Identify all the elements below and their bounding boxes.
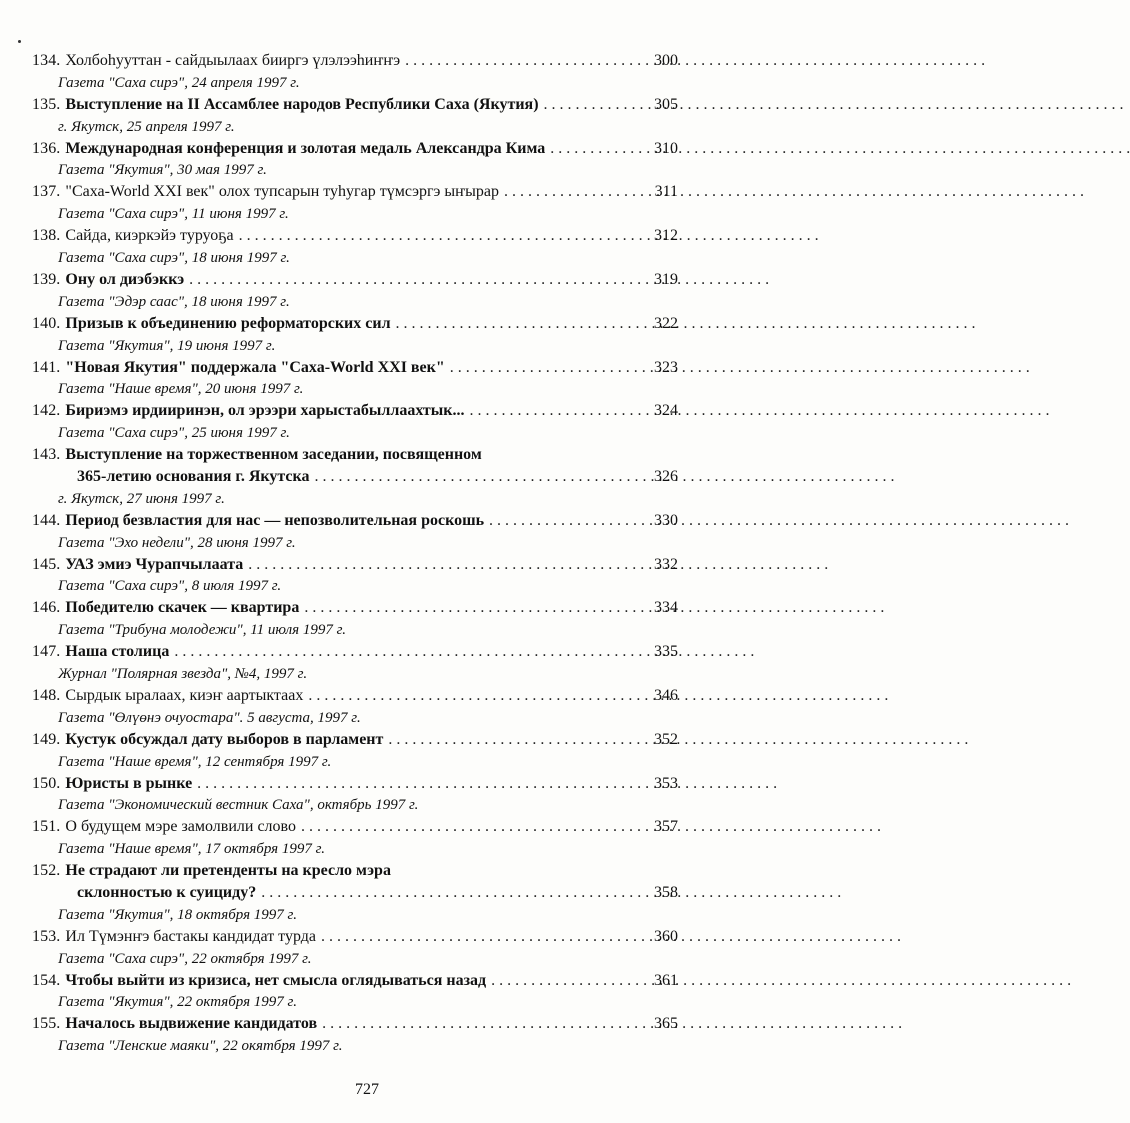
entry-title: Бириэмэ ирдииринэн, ол эрээри харыстабыллаахтык... [65, 402, 465, 420]
entry-page: 361 [654, 971, 678, 989]
entry-page: 310 [654, 139, 678, 157]
entry-page: 346 [654, 686, 678, 704]
entry-number: 150. [32, 774, 61, 792]
dot-leader [491, 970, 651, 992]
entry-page: 334 [654, 599, 678, 617]
entry-title: Ил Түмэнҥэ бастакы кандидат турда [65, 927, 316, 945]
entry-source: Газета "Якутия", 22 октября 1997 г. [58, 994, 297, 1011]
dot-leader [550, 138, 651, 160]
toc-entry [32, 926, 678, 970]
entry-source: Газета "Наше время", 12 сентября 1997 г. [58, 753, 332, 770]
dot-leader [315, 466, 651, 488]
entry-number: 136. [32, 139, 61, 157]
dot-leader [489, 510, 651, 532]
toc-entry [32, 181, 678, 225]
entry-number: 149. [32, 730, 61, 748]
toc-entry-line [32, 466, 678, 488]
entry-number: 147. [32, 643, 61, 661]
toc-entry-line [32, 882, 678, 904]
dot-leader [322, 1013, 651, 1035]
toc-entry-line [32, 729, 678, 751]
toc-entry-line [32, 926, 678, 948]
entry-number: 145. [32, 555, 61, 573]
toc-entry [32, 685, 678, 729]
entry-number: 144. [32, 511, 61, 529]
toc-entry [32, 50, 678, 94]
entry-source: Газета "Трибуна молодежи", 11 июля 1997 г. [58, 622, 346, 639]
toc-entry [32, 729, 678, 773]
entry-title: Наша столица [65, 643, 170, 661]
entry-title: Победителю скачек — квартира [65, 599, 300, 617]
dot-leader [450, 357, 651, 379]
toc-entry [32, 641, 678, 685]
toc-entry [32, 269, 678, 313]
entry-number: 146. [32, 599, 61, 617]
toc-entry [32, 554, 678, 598]
entry-title: склонностью к суициду? [77, 883, 257, 901]
entry-page: 330 [654, 511, 678, 529]
dot-leader [544, 94, 651, 116]
entry-page: 352 [654, 730, 678, 748]
entry-page: 305 [654, 95, 678, 113]
entry-source: Газета "Саха сирэ", 25 июня 1997 г. [58, 425, 290, 442]
entry-page: 335 [654, 643, 678, 661]
dot-leader [197, 773, 651, 795]
toc-entry [32, 970, 678, 1014]
entry-title: Выступление на II Ассамблее народов Республики Саха (Якутия) [65, 95, 539, 113]
entry-source: Газета "Якутия", 18 октября 1997 г. [58, 906, 297, 923]
entry-title: УАЗ эмиэ Чурапчылаата [65, 555, 244, 573]
entry-title: Международная конференция и золотая медаль Александра Кима [65, 139, 546, 157]
entry-source: Газета "Наше время", 20 июня 1997 г. [58, 381, 304, 398]
toc-entry-line [32, 400, 678, 422]
entry-page: 300 [654, 52, 678, 69]
toc-entry-line [32, 50, 678, 72]
entry-title: Чтобы выйти из кризиса, нет смысла оглядываться назад [65, 971, 487, 989]
entry-source: г. Якутск, 27 июня 1997 г. [58, 490, 225, 507]
toc-entry [32, 400, 678, 444]
toc-entry [32, 138, 678, 182]
entry-number: 139. [32, 270, 61, 288]
toc-entry-line [32, 860, 678, 882]
entry-title: Призыв к объединению реформаторских сил [65, 314, 391, 332]
toc-entry-line [32, 1013, 678, 1035]
entry-title: 365-летию основания г. Якутска [77, 467, 310, 485]
entry-title: Выступление на торжественном заседании, посвященном [65, 446, 482, 464]
entry-page: 365 [654, 1015, 678, 1033]
entry-number: 142. [32, 402, 61, 420]
entry-source: Газета "Якутия", 19 июня 1997 г. [58, 337, 276, 354]
entry-source: Газета "Саха сирэ", 18 июня 1997 г. [58, 249, 290, 266]
entry-page: 358 [654, 883, 678, 901]
toc-entry [32, 860, 678, 926]
toc-entry [32, 773, 678, 817]
entry-number: 138. [32, 227, 61, 245]
entry-source: Газета "Саха сирэ", 8 июля 1997 г. [58, 578, 282, 595]
entry-page: 353 [654, 774, 678, 792]
dot-leader [248, 554, 651, 576]
entry-number: 155. [32, 1015, 61, 1033]
toc-entry [32, 313, 678, 357]
dot-leader [388, 729, 651, 751]
toc-entry-line [32, 225, 678, 247]
table-of-contents [32, 50, 678, 1057]
entry-title: Не страдают ли претенденты на кресло мэра [65, 862, 391, 880]
entry-source: г. Якутск, 25 апреля 1997 г. [58, 118, 235, 135]
entry-title: "Новая Якутия" поддержала "Саха-World XXI век" [65, 358, 445, 376]
toc-entry-line [32, 94, 678, 116]
entry-number: 153. [32, 927, 61, 945]
toc-entry-line [32, 816, 678, 838]
entry-title: Кустук обсуждал дату выборов в парламент [65, 730, 384, 748]
entry-page: 324 [654, 402, 678, 420]
toc-entry-line [32, 357, 678, 379]
toc-entry [32, 1013, 678, 1057]
entry-title: Ону ол диэбэккэ [65, 270, 185, 288]
entry-number: 140. [32, 314, 61, 332]
toc-entry-line [32, 554, 678, 576]
entry-title: Началось выдвижение кандидатов [65, 1015, 318, 1033]
toc-entry-line [32, 138, 678, 160]
entry-number: 143. [32, 446, 61, 464]
toc-entry [32, 510, 678, 554]
dot-leader [308, 685, 651, 707]
dot-leader [504, 181, 652, 203]
entry-title: Сырдык ыралаах, киэҥ аартыктаах [65, 686, 304, 704]
toc-entry [32, 357, 678, 401]
entry-title: Юристы в рынке [65, 774, 193, 792]
dot-leader [189, 269, 651, 291]
entry-title: Период безвластия для нас — непозволительная роскошь [65, 511, 485, 529]
toc-entry-line [32, 597, 678, 619]
entry-page: 322 [654, 314, 678, 332]
entry-source: Журнал "Полярная звезда", №4, 1997 г. [58, 665, 308, 682]
entry-number: 148. [32, 686, 61, 704]
page-number: 727 [355, 1081, 379, 1098]
toc-entry [32, 225, 678, 269]
dot-leader [321, 926, 651, 948]
entry-page: 326 [654, 467, 678, 485]
entry-number: 154. [32, 971, 61, 989]
entry-source: Газета "Эдэр саас", 18 июня 1997 г. [58, 293, 290, 310]
entry-number: 134. [32, 52, 61, 69]
dot-leader [304, 597, 651, 619]
entry-source: Газета "Экономический вестник Саха", октябрь 1997 г. [58, 797, 419, 814]
dot-leader [239, 225, 651, 247]
toc-entry-line [32, 685, 678, 707]
dot-leader [261, 882, 651, 904]
entry-number: 135. [32, 95, 61, 113]
dot-leader [469, 400, 651, 422]
entry-page: 357 [654, 818, 678, 836]
entry-title: О будущем мэре замолвили слово [65, 818, 296, 836]
toc-entry [32, 816, 678, 860]
entry-source: Газета "Саха сирэ", 24 апреля 1997 г. [58, 74, 300, 91]
corner-mark [18, 40, 21, 43]
entry-page: 312 [654, 227, 678, 245]
entry-page: 319 [654, 270, 678, 288]
entry-source: Газета "Наше время", 17 октября 1997 г. [58, 841, 326, 858]
entry-page: 323 [654, 358, 678, 376]
entry-source: Газета "Якутия", 30 мая 1997 г. [58, 162, 267, 179]
entry-source: Газета "Саха сирэ", 22 октября 1997 г. [58, 950, 312, 967]
entry-page: 311 [654, 183, 678, 201]
toc-entry-line [32, 313, 678, 335]
dot-leader [301, 816, 651, 838]
toc-entry-line [32, 641, 678, 663]
toc-entry [32, 444, 678, 510]
dot-leader [396, 313, 651, 335]
entry-number: 137. [32, 183, 61, 201]
entry-source: Газета "Эхо недели", 28 июня 1997 г. [58, 534, 296, 551]
entry-page: 360 [654, 927, 678, 945]
entry-number: 151. [32, 818, 61, 836]
dot-leader [405, 50, 651, 72]
entry-source: Газета "Ленские маяки", 22 окятбря 1997 г. [58, 1038, 343, 1055]
entry-source: Газета "Саха сирэ", 11 июня 1997 г. [58, 206, 289, 223]
entry-number: 152. [32, 862, 61, 880]
toc-entry-line [32, 773, 678, 795]
toc-entry-line [32, 181, 678, 203]
toc-entry-line [32, 970, 678, 992]
toc-entry-line [32, 444, 678, 466]
toc-entry-line [32, 269, 678, 291]
toc-entry [32, 94, 678, 138]
entry-title: Сайда, киэркэйэ туруоҕа [65, 227, 234, 245]
entry-page: 332 [654, 555, 678, 573]
toc-entry [32, 597, 678, 641]
dot-leader [174, 641, 651, 663]
entry-number: 141. [32, 358, 61, 376]
entry-title: "Саха-World XXI век" олох тупсарын туһугар түмсэргэ ыҥырар [65, 183, 499, 201]
entry-title: Холбоһууттан - сайдыылаах бииргэ үлэлээһиҥҥэ [65, 52, 401, 69]
toc-entry-line [32, 510, 678, 532]
entry-source: Газета "Өлүөнэ очуостара". 5 августа, 1997 г. [58, 709, 361, 726]
